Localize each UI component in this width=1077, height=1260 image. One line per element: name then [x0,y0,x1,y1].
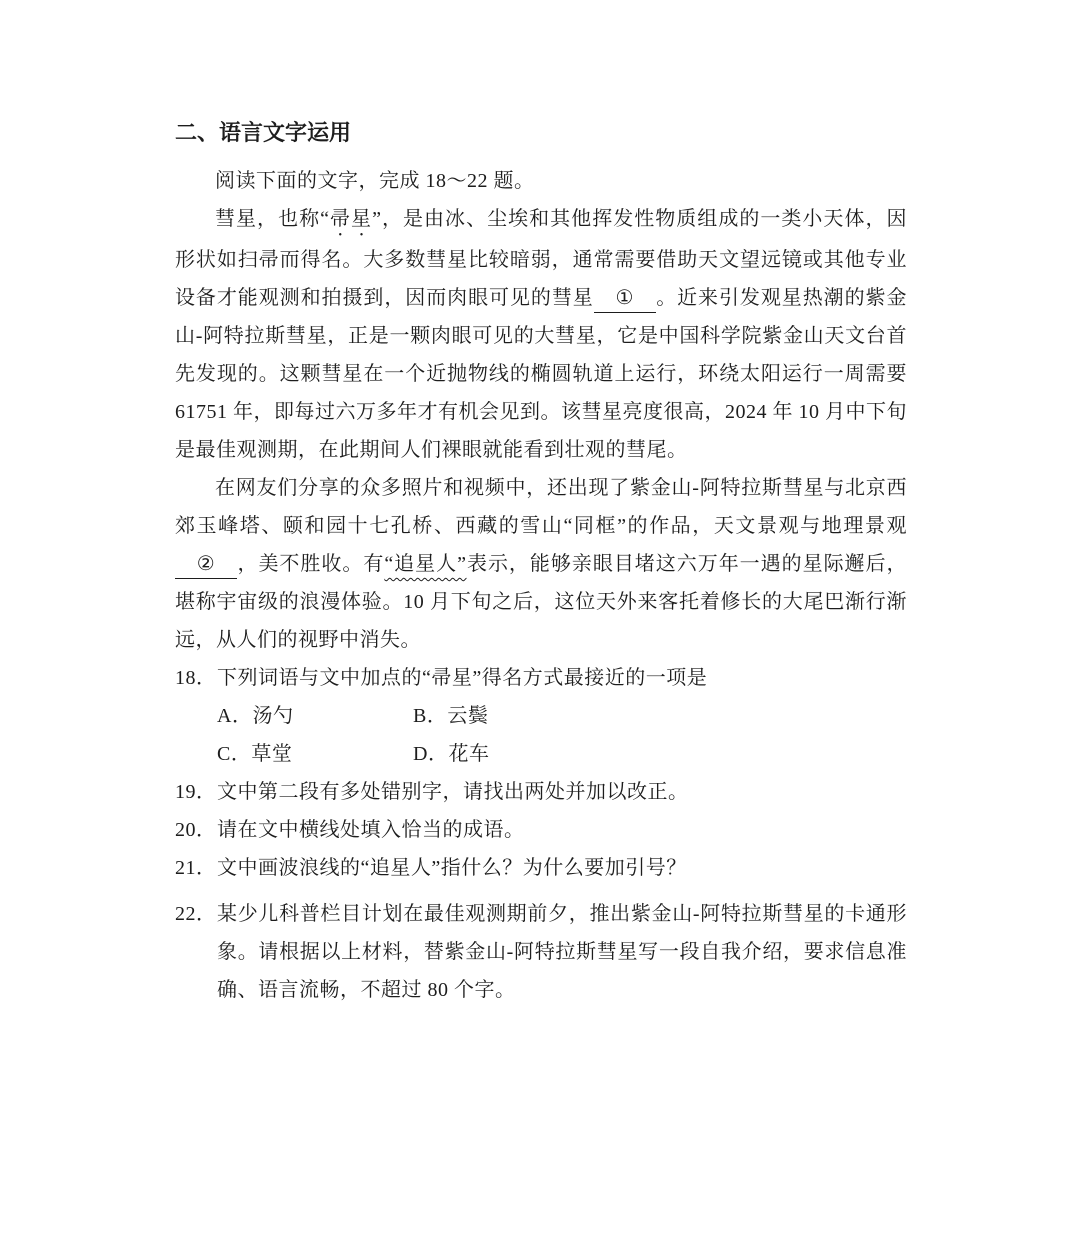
passage-paragraph-1 [175,200,907,469]
question-18 [175,659,907,773]
passage-text: 彗星，也称“ [215,208,330,230]
section-heading: 二、语言文字运用 [175,120,352,145]
question-22 [175,895,907,1009]
option-a-text: 汤勺 [252,705,294,727]
question-20-number: 20． [175,819,217,841]
question-21-number: 21． [175,857,217,879]
options-row-2 [217,735,907,773]
question-19-number: 19． [175,781,217,803]
wavy-underlined-term: “追星人” [384,553,467,575]
option-c [217,735,413,773]
passage-text: 。近来引发观星热潮的紫金山-阿特拉斯彗星，正是一颗肉眼可见的大彗星，它是中国科学院紫金山天文台首先发现的。这颗彗星在一个近抛物线的椭圆轨道上运行，环绕太阳运行一周需要 61751 年，即每过六万多年才有机会见到。该彗星亮度很高，2024 年 10 月中下旬是最佳观测期，在此期间人们裸眼就能看到壮观的彗尾。 [175,287,907,461]
question-21-text: 文中画波浪线的“追星人”指什么？为什么要加引号？ [217,857,687,879]
option-d-text: 花车 [448,743,490,765]
option-a-label: A． [217,705,253,727]
option-b-text: 云鬓 [447,705,489,727]
passage-text: 在网友们分享的众多照片和视频中，还出现了紫金山-阿特拉斯彗星与北京西郊玉峰塔、颐和园十七孔桥、西藏的雪山“同框”的作品，天文景观与地理景观 [175,477,907,537]
question-20 [175,811,907,849]
option-d [413,735,907,773]
question-22-number: 22． [175,903,217,925]
blank-1-number: ① [615,287,634,309]
question-22-text: 某少儿科普栏目计划在最佳观测期前夕，推出紫金山-阿特拉斯彗星的卡通形象。请根据以上材料，替紫金山-阿特拉斯彗星写一段自我介绍，要求信息准确、语言流畅，不超过 80 个字。 [217,903,907,1001]
option-d-label: D． [413,743,449,765]
question-18-text: 下列词语与文中加点的“帚星”得名方式最接近的一项是 [217,667,708,689]
question-19 [175,773,907,811]
question-20-text: 请在文中横线处填入恰当的成语。 [217,819,525,841]
passage-paragraph-2 [175,469,907,659]
emphasis-dotted-term: 帚星 [329,208,373,230]
passage-text: ”，是由冰、尘埃和其他挥发性物质组成的一类小天体，因形状如扫帚而得名。大多数彗星比较暗弱，通常需要借助天文望远镜或其他专业设备才能观测和拍摄到，因而肉眼可见的彗星 [175,208,907,309]
passage-text: 表示，能够亲眼目堵这六万年一遇的星际邂后，堪称宇宙级的浪漫体验。10 月下旬之后，这位天外来客托着修长的大尾巴渐行渐远，从人们的视野中消失。 [175,553,908,651]
option-b-label: B． [413,705,448,727]
option-c-label: C． [217,743,252,765]
intro-line: 阅读下面的文字，完成 18～22 题。 [215,170,535,192]
option-b [413,697,907,735]
option-a [217,697,413,735]
fill-in-blank-2 [175,550,237,579]
question-19-text: 文中第二段有多处错别字，请找出两处并加以改正。 [217,781,689,803]
passage-text: ，美不胜收。有 [237,553,385,575]
blank-2-number: ② [196,553,216,575]
question-21 [175,849,907,887]
option-c-text: 草堂 [251,743,293,765]
fill-in-blank-1 [594,284,656,313]
options-row-1 [217,697,907,735]
question-18-number: 18． [175,667,217,689]
